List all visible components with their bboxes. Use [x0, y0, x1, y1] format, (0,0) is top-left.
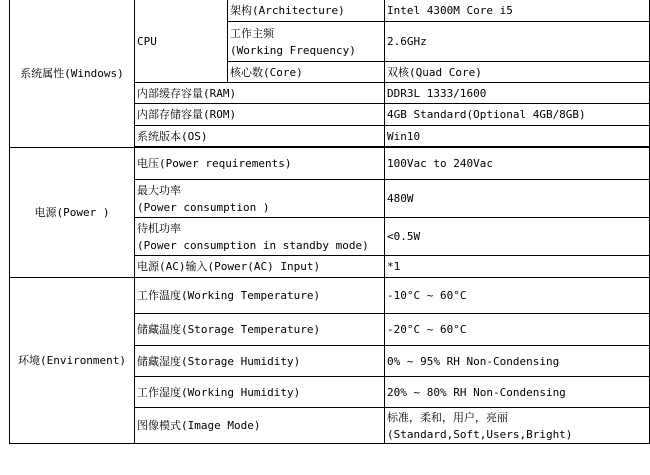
storehum-label: 储藏湿度(Storage Humidity)	[135, 346, 385, 377]
os-label: 系统版本(OS)	[135, 126, 385, 147]
arch-label: 架构(Architecture)	[228, 0, 385, 22]
table-row	[10, 0, 650, 22]
standby-label-line1: 待机功率	[137, 221, 181, 235]
voltage-label: 电压(Power requirements)	[135, 148, 385, 180]
group-cell-power: 电源(Power )	[10, 148, 135, 278]
group-cell-system: 系统属性(Windows)	[10, 0, 135, 148]
core-label: 核心数(Core)	[228, 62, 385, 83]
standby-label-line2: (Power consumption in standby mode)	[137, 238, 369, 252]
storetemp-label: 储藏温度(Storage Temperature)	[135, 314, 385, 346]
imagemode-value	[385, 408, 650, 444]
standby-value: <0.5W	[385, 218, 650, 256]
imagemode-value-line2: (Standard,Soft,Users,Bright)	[387, 427, 573, 441]
ram-label: 内部缓存容量(RAM)	[135, 83, 385, 104]
spec-table	[9, 0, 650, 444]
storetemp-value: -20°C ~ 60°C	[385, 314, 650, 346]
storehum-value: 0% ~ 95% RH Non-Condensing	[385, 346, 650, 377]
ram-value: DDR3L 1333/1600	[385, 83, 650, 104]
table-row	[10, 148, 650, 180]
core-value: 双核(Quad Core)	[385, 62, 650, 83]
maxpower-value: 480W	[385, 180, 650, 218]
standby-label	[135, 218, 385, 256]
os-value: Win10	[385, 126, 650, 147]
acinput-label: 电源(AC)输入(Power(AC) Input)	[135, 256, 385, 278]
voltage-value: 100Vac to 240Vac	[385, 148, 650, 180]
freq-label	[228, 22, 385, 62]
acinput-value: *1	[385, 256, 650, 278]
rom-label: 内部存储容量(ROM)	[135, 104, 385, 126]
group-cell-env: 环境(Environment)	[10, 278, 135, 444]
workhum-label: 工作湿度(Working Humidity)	[135, 377, 385, 408]
workhum-value: 20% ~ 80% RH Non-Condensing	[385, 377, 650, 408]
freq-label-line1: 工作主频	[230, 26, 274, 40]
maxpower-label-line1: 最大功率	[137, 183, 181, 197]
cpu-cell: CPU	[135, 0, 228, 83]
rom-value: 4GB Standard(Optional 4GB/8GB)	[385, 104, 650, 126]
worktemp-label: 工作温度(Working Temperature)	[135, 278, 385, 314]
imagemode-value-line1: 标准，柔和，用户，亮丽	[387, 410, 508, 424]
maxpower-label	[135, 180, 385, 218]
maxpower-label-line2: (Power consumption )	[137, 200, 270, 214]
table-row	[10, 278, 650, 314]
freq-value: 2.6GHz	[385, 22, 650, 62]
worktemp-value: -10°C ~ 60°C	[385, 278, 650, 314]
arch-value: Intel 4300M Core i5	[385, 0, 650, 22]
freq-label-line2: (Working Frequency)	[230, 43, 356, 57]
imagemode-label: 图像模式(Image Mode)	[135, 408, 385, 444]
